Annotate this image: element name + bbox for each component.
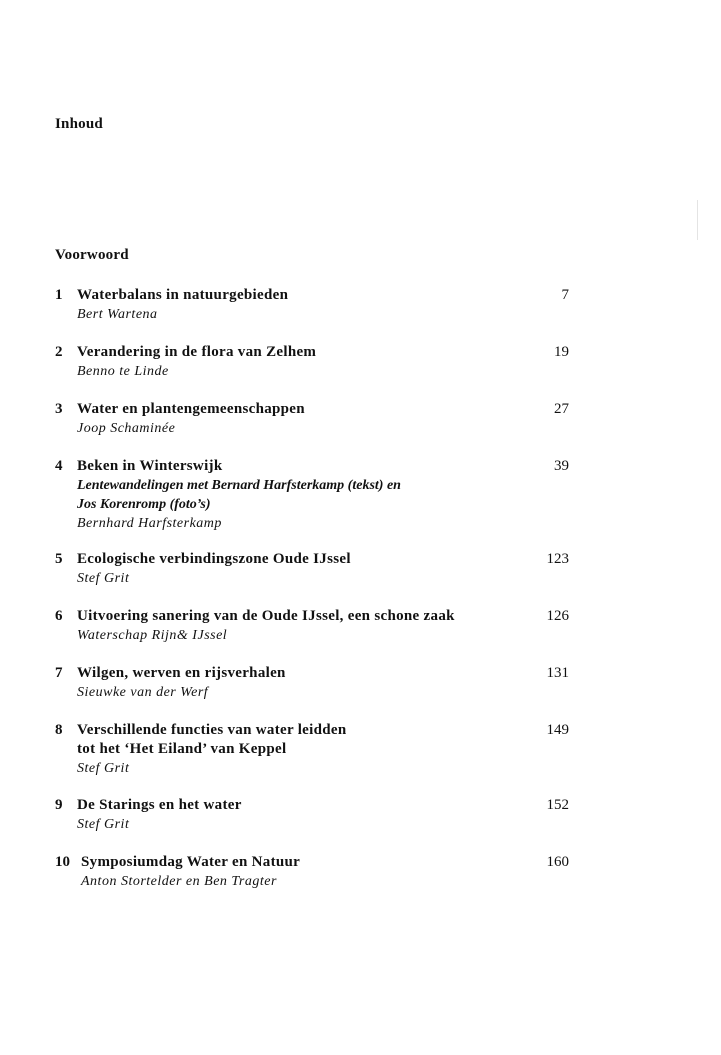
chapter-page-number: 39 [554, 458, 569, 474]
foreword-heading: Voorwoord [55, 247, 129, 263]
chapter-page-number: 19 [554, 344, 569, 360]
chapter-number: 5 [55, 551, 63, 567]
chapter-page-number: 131 [546, 665, 569, 681]
chapter-title: Water en plantengemeenschappen [77, 401, 305, 417]
chapter-page-number: 123 [546, 551, 569, 567]
chapter-title-line-2: tot het ‘Het Eiland’ van Keppel [77, 741, 287, 757]
chapter-title: De Starings en het water [77, 797, 242, 813]
chapter-title: Uitvoering sanering van de Oude IJssel, een schone zaak [77, 608, 455, 624]
chapter-author: Stef Grit [77, 817, 130, 832]
chapter-page-number: 126 [546, 608, 569, 624]
chapter-number: 6 [55, 608, 63, 624]
scan-edge-mark [697, 200, 698, 240]
chapter-number: 1 [55, 287, 63, 303]
chapter-author: Stef Grit [77, 761, 130, 776]
chapter-page-number: 149 [546, 722, 569, 738]
chapter-author: Bernhard Harfsterkamp [77, 516, 222, 531]
chapter-title: Ecologische verbindingszone Oude IJssel [77, 551, 351, 567]
chapter-title-line-1: Verschillende functies van water leidden [77, 722, 347, 738]
chapter-subtitle-line-2: Jos Korenromp (foto’s) [77, 497, 211, 512]
chapter-page-number: 152 [546, 797, 569, 813]
chapter-author: Bert Wartena [77, 307, 158, 322]
chapter-author: Sieuwke van der Werf [77, 685, 209, 700]
chapter-title: Symposiumdag Water en Natuur [81, 854, 301, 870]
chapter-subtitle-line-1: Lentewandelingen met Bernard Harfsterkamp (tekst) en [77, 478, 401, 493]
chapter-page-number: 160 [546, 854, 569, 870]
chapter-author: Stef Grit [77, 571, 130, 586]
chapter-number: 4 [55, 458, 63, 474]
chapter-author: Waterschap Rijn& IJssel [77, 628, 228, 643]
chapter-page-number: 7 [561, 287, 569, 303]
chapter-author: Benno te Linde [77, 364, 169, 379]
chapter-number: 10 [55, 854, 70, 870]
chapter-number: 9 [55, 797, 63, 813]
chapter-title: Waterbalans in natuurgebieden [77, 287, 289, 303]
chapter-number: 8 [55, 722, 63, 738]
chapter-number: 2 [55, 344, 63, 360]
chapter-page-number: 27 [554, 401, 569, 417]
chapter-title: Beken in Winterswijk [77, 458, 223, 474]
chapter-author: Anton Stortelder en Ben Tragter [81, 874, 277, 889]
chapter-title: Verandering in de flora van Zelhem [77, 344, 317, 360]
chapter-number: 7 [55, 665, 63, 681]
chapter-title: Wilgen, werven en rijsverhalen [77, 665, 286, 681]
contents-heading: Inhoud [55, 116, 103, 132]
chapter-author: Joop Schaminée [77, 421, 176, 436]
chapter-number: 3 [55, 401, 63, 417]
